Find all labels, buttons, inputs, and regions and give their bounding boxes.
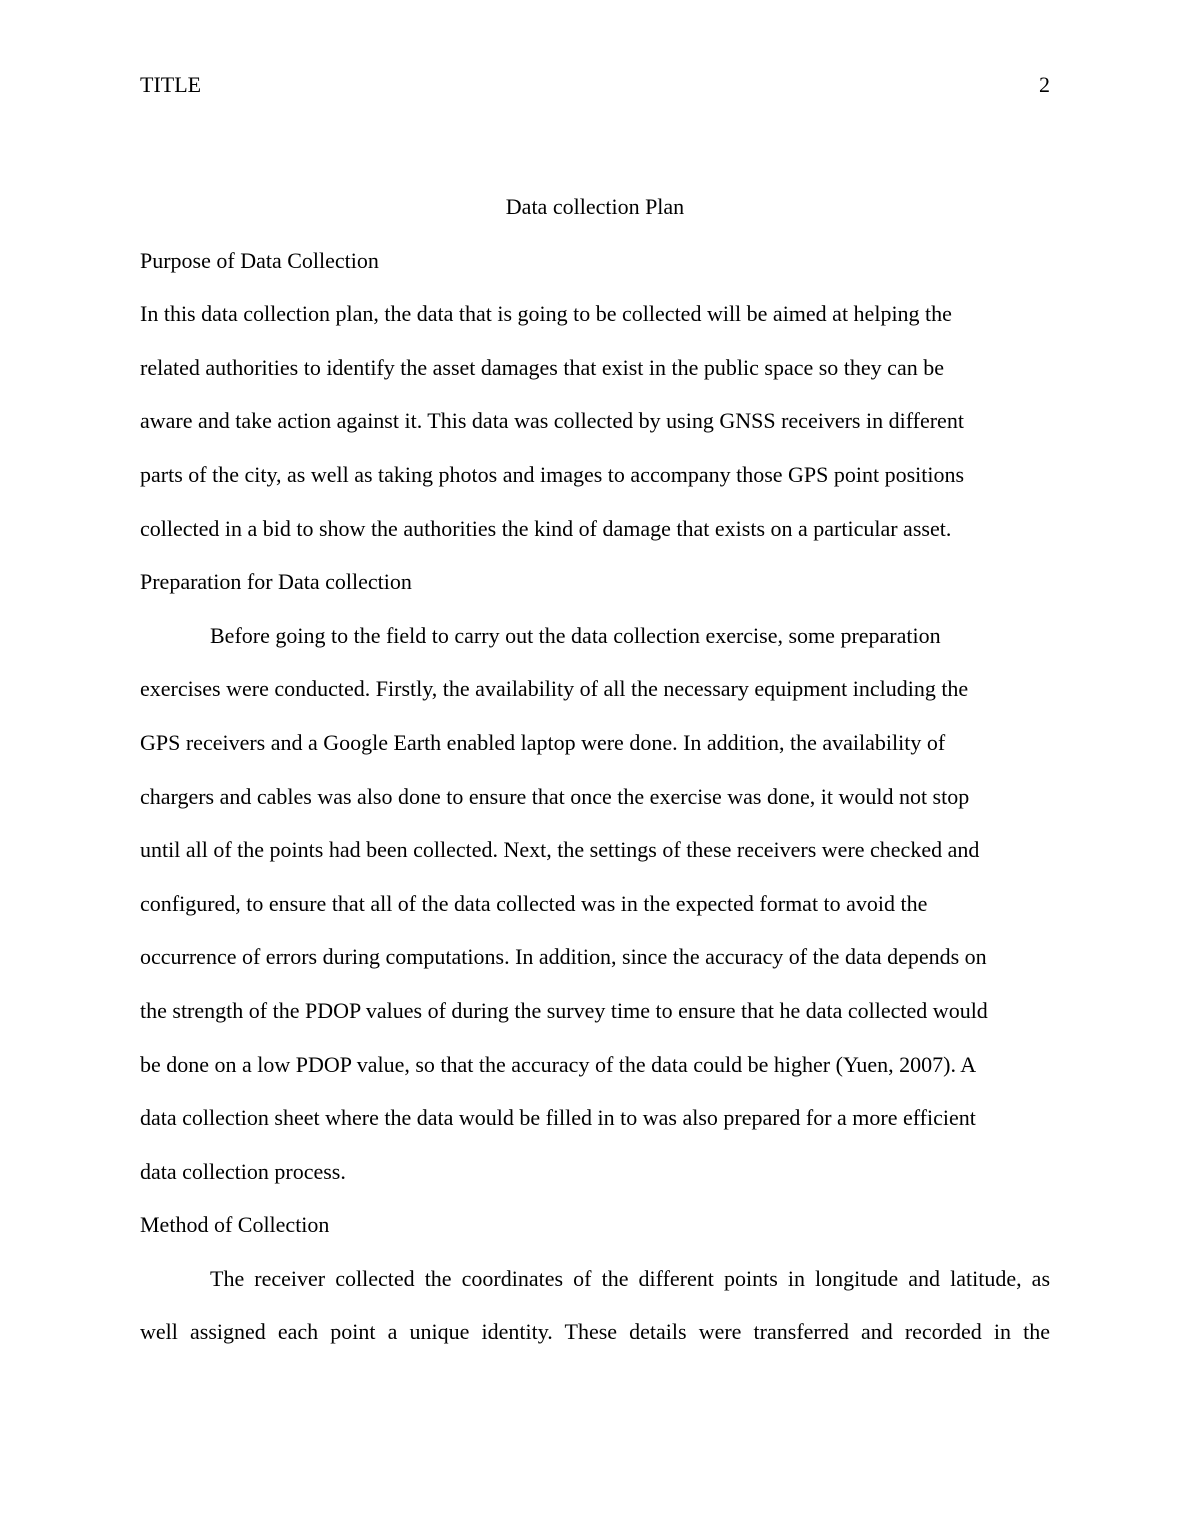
paragraph-line: data collection process.: [140, 1158, 346, 1184]
paragraph-line: aware and take action against it. This data was collected by using GNSS receivers in different: [140, 408, 964, 434]
paragraph-line: data collection sheet where the data would be filled in to was also prepared for a more efficient: [140, 1105, 976, 1131]
paragraph-line: until all of the points had been collected. Next, the settings of these receivers were checked and: [140, 837, 980, 863]
document-title: Data collection Plan: [505, 194, 685, 219]
document-body: [140, 180, 1050, 1359]
section-heading-preparation: Preparation for Data collection: [140, 569, 412, 595]
paragraph-line: well assigned each point a unique identity. These details were transferred and recorded in the: [140, 1319, 1050, 1345]
paragraph-line: In this data collection plan, the data that is going to be collected will be aimed at helping the: [140, 301, 952, 327]
section-heading-method: Method of Collection: [140, 1212, 330, 1238]
paragraph-line: GPS receivers and a Google Earth enabled laptop were done. In addition, the availability of: [140, 729, 946, 755]
paragraph-line: configured, to ensure that all of the data collected was in the expected format to avoid the: [140, 890, 928, 916]
paragraph-line: The receiver collected the coordinates of the different points in longitude and latitude, as: [210, 1265, 1050, 1291]
running-header: [140, 70, 1050, 100]
paragraph-line: exercises were conducted. Firstly, the availability of all the necessary equipment including the: [140, 676, 969, 702]
paragraph-line: Before going to the field to carry out the data collection exercise, some preparation: [210, 622, 941, 648]
paragraph-line: chargers and cables was also done to ensure that once the exercise was done, it would not stop: [140, 783, 970, 809]
section-heading-purpose: Purpose of Data Collection: [140, 247, 379, 273]
paragraph-line: be done on a low PDOP value, so that the accuracy of the data could be higher (Yuen, 2007). A: [140, 1051, 977, 1077]
running-head-title: TITLE: [140, 72, 202, 97]
paragraph-line: related authorities to identify the asset damages that exist in the public space so they can be: [140, 354, 944, 380]
paragraph-line: the strength of the PDOP values of during the survey time to ensure that he data collected would: [140, 997, 988, 1023]
paragraph-line: collected in a bid to show the authorities the kind of damage that exists on a particular asset.: [140, 515, 952, 541]
paragraph-line: occurrence of errors during computations. In addition, since the accuracy of the data depends on: [140, 944, 987, 970]
paragraph-line: parts of the city, as well as taking photos and images to accompany those GPS point positions: [140, 461, 965, 487]
page-number: 2: [1039, 72, 1050, 97]
